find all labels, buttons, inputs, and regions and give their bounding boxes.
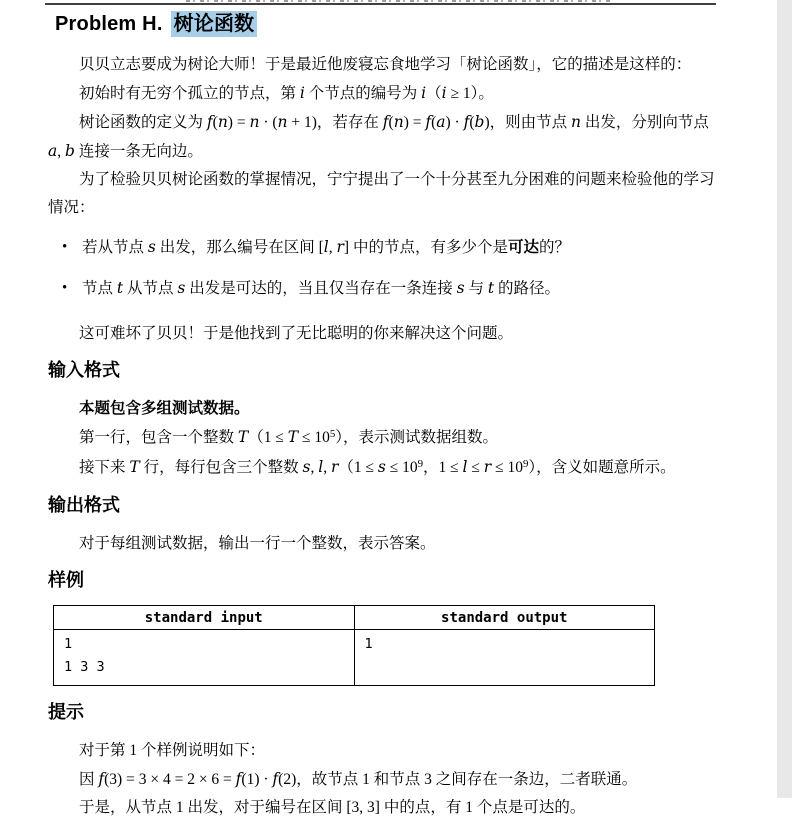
sample-output-header: standard output	[354, 606, 655, 630]
input-paragraph: 第一行，包含一个整数 $T(1 \le T \le 10^5)$，表示测试数据组数。	[79, 428, 499, 446]
notes-paragraph: 对于第 1 个样例说明如下：	[79, 742, 266, 759]
statement-paragraph: 这可难坏了贝贝！于是他找到了无比聪明的你来解决这个问题。	[79, 325, 514, 342]
statement-paragraph: 树论函数的定义为 f(n) = n · (n + 1)，若存在 f(n) = f(a) · f(b)，则由节点 n 出发，分别向节点 a, b 连接一条无向边。	[48, 113, 709, 160]
bullet-marker-icon: •	[62, 239, 68, 255]
clipped-header-remnant	[186, 0, 612, 2]
sample-table-body-row	[54, 630, 655, 686]
statement-paragraph: 贝贝立志要成为树论大师！于是最近他废寝忘食地学习「树论函数」，它的描述是这样的：	[79, 56, 692, 73]
title-rule	[45, 3, 716, 5]
problem-label: Problem H.	[55, 13, 163, 35]
statement-section	[48, 51, 718, 348]
sample-table-header-row	[54, 606, 655, 630]
bullet-marker-icon: •	[62, 280, 68, 296]
bullet-text: 节点 t 从节点 s 出发是可达的，当且仅当存在一条连接 s 与 t 的路径。	[82, 279, 560, 297]
input-paragraph: 接下来 T 行，每行包含三个整数 s, l, $r(1 \le s \le 10^9$，$1 \le l \le r \le 10^9$），含义如题意所示。	[79, 458, 676, 476]
sample-input-line: 1 3 3	[64, 659, 105, 675]
sample-input-cell	[54, 630, 355, 686]
notes-paragraph: 因 f(3) = 3 × 4 = 2 × 6 = f(1) · f(2)，故节点 1 和节点 3 之间存在一条边，二者联通。	[79, 770, 638, 788]
input-format-section	[48, 358, 718, 483]
output-format-section	[48, 493, 718, 558]
examples-section	[48, 568, 718, 686]
output-paragraph: 对于每组测试数据，输出一行一个整数，表示答案。	[79, 535, 436, 552]
examples-heading: 样例	[48, 570, 84, 590]
statement-paragraph: 为了检验贝贝树论函数的掌握情况，宁宁提出了一个十分甚至九分困难的问题来检验他的学习情况：	[48, 171, 715, 216]
output-format-heading: 输出格式	[48, 495, 120, 515]
title-highlight: 树论函数	[171, 11, 258, 37]
statement-paragraph: 初始时有无穷个孤立的节点，第 i 个节点的编号为 i（i ≥ 1）。	[79, 84, 494, 102]
input-format-heading: 输入格式	[48, 360, 120, 380]
notes-heading: 提示	[48, 702, 84, 722]
sample-input-header: standard input	[54, 606, 355, 630]
sample-table	[53, 605, 655, 686]
bullet-text: 若从节点 s 出发，那么编号在区间 [l, r] 中的节点，有多少个是可达的？	[82, 238, 570, 256]
notes-paragraph: 于是，从节点 1 出发，对于编号在区间 [3, 3] 中的点，有 1 个点是可达的。	[79, 799, 586, 816]
sample-output-line: 1	[364, 636, 373, 652]
input-paragraph: 本题包含多组测试数据。	[79, 400, 250, 417]
page-title	[55, 10, 718, 38]
problem-document	[48, 6, 718, 822]
bullet-list	[48, 233, 718, 303]
bullet-item	[62, 274, 718, 303]
sample-input-line: 1	[64, 636, 73, 652]
page-right-gutter	[777, 0, 792, 798]
sample-output-cell	[354, 630, 655, 686]
notes-section	[48, 700, 718, 822]
bullet-item	[62, 233, 718, 262]
